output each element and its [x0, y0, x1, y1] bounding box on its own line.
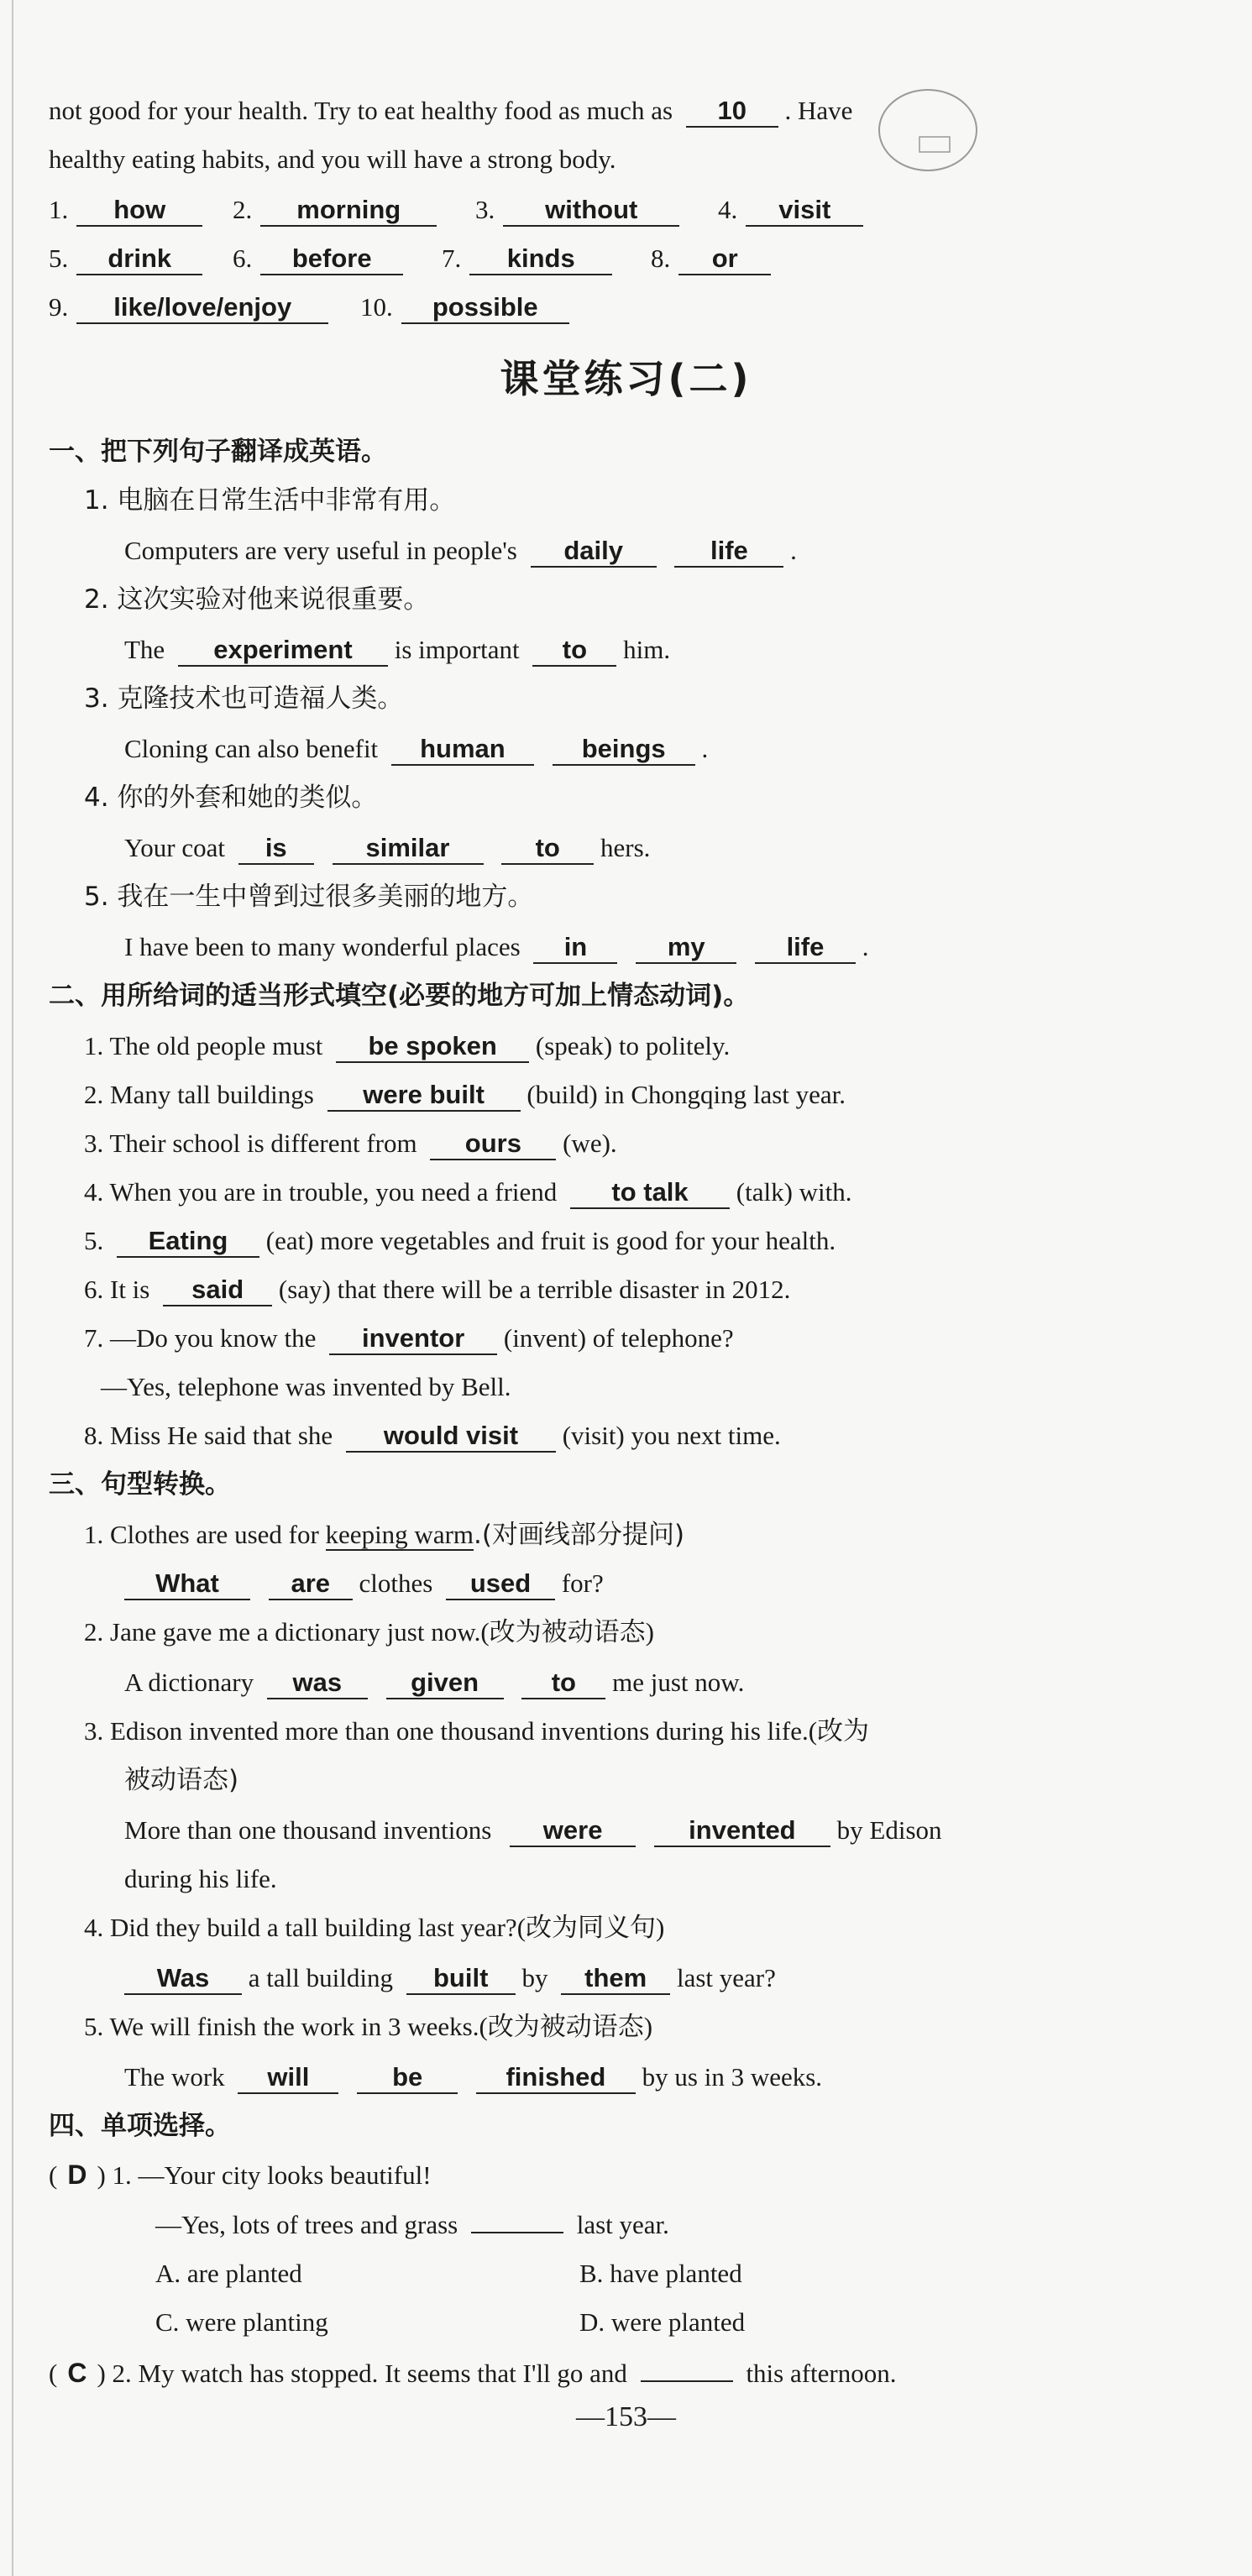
s3-a3-blank-1: were	[510, 1815, 636, 1847]
top-answers-row-3: 9. like/love/enjoy 10. possible	[49, 291, 569, 324]
s2-7-answer: inventor	[329, 1323, 497, 1355]
answer-blank-10: 10	[686, 96, 778, 128]
top-line-1: not good for your health. Try to eat healthy food as much as 10 . Have	[49, 94, 852, 128]
s2-item-7-reply: —Yes, telephone was invented by Bell.	[101, 1372, 511, 1401]
s1-4-blank-3: to	[501, 833, 594, 865]
s3-q2: 2. Jane gave me a dictionary just now.(改为被动语态)	[84, 1617, 654, 1647]
s4-q1-option-c: C. were planting	[155, 2307, 328, 2337]
answer-2: morning	[260, 195, 437, 227]
s2-item-6: 6. It is said (say) that there will be a terrible disaster in 2012.	[84, 1273, 790, 1306]
s3-a3: More than one thousand inventions were invented by Edison	[124, 1814, 942, 1847]
top-line-2: healthy eating habits, and you will have a strong body.	[49, 144, 616, 174]
top-answers-row-1: 1. how 2. morning 3. without 4. visit	[49, 193, 863, 227]
s1-item-1-cn: 1. 电脑在日常生活中非常有用。	[84, 485, 456, 516]
s3-a4-blank-3: them	[561, 1963, 670, 1995]
s2-5-answer: Eating	[117, 1226, 259, 1258]
s1-4-blank-2: similar	[333, 833, 484, 865]
s2-item-4: 4. When you are in trouble, you need a friend to talk (talk) with.	[84, 1175, 852, 1209]
s2-item-2: 2. Many tall buildings were built (build) in Chongqing last year.	[84, 1078, 846, 1112]
s3-a5-blank-1: will	[238, 2062, 338, 2094]
s2-item-1: 1. The old people must be spoken (speak) to politely.	[84, 1029, 730, 1063]
answer-10: possible	[401, 292, 569, 324]
section-1-heading: 一、把下列句子翻译成英语。	[49, 437, 387, 467]
answer-4: visit	[746, 195, 863, 227]
watermark-stamp	[873, 80, 982, 181]
s3-q1: 1. Clothes are used for keeping warm.(对画线部分提问)	[84, 1520, 685, 1550]
s2-item-7: 7. —Do you know the inventor (invent) of telephone?	[84, 1322, 734, 1355]
s1-5-blank-3: life	[755, 932, 856, 964]
s3-a4-blank-2: built	[406, 1963, 516, 1995]
section-4-heading: 四、单项选择。	[49, 2111, 231, 2141]
s3-a3-end: during his life.	[124, 1864, 277, 1893]
s4-q2-answer: C	[67, 2358, 87, 2388]
s2-6-answer: said	[163, 1275, 272, 1306]
s3-a3-blank-2: invented	[654, 1815, 830, 1847]
s3-q4: 4. Did they build a tall building last year?(改为同义句)	[84, 1913, 665, 1942]
s1-item-4-cn: 4. 你的外套和她的类似。	[84, 783, 378, 813]
s4-q1-option-b: B. have planted	[579, 2259, 742, 2288]
s4-q1: ( D ) 1. —Your city looks beautiful!	[49, 2160, 432, 2190]
s1-4-blank-1: is	[238, 833, 314, 865]
answer-1: how	[76, 195, 202, 227]
section-2-heading: 二、用所给词的适当形式填空(必要的地方可加上情态动词)。	[49, 981, 750, 1011]
s3-q5: 5. We will finish the work in 3 weeks.(改为被动语态)	[84, 2012, 653, 2041]
s3-q3-cont: 被动语态)	[124, 1765, 239, 1795]
s1-item-5-en: I have been to many wonderful places in my life .	[124, 930, 868, 964]
s2-4-answer: to talk	[570, 1177, 730, 1209]
s1-item-4-en: Your coat is similar to hers.	[124, 831, 650, 865]
s3-q1-underlined: keeping warm	[325, 1520, 474, 1549]
s1-item-2-cn: 2. 这次实验对他来说很重要。	[84, 584, 430, 615]
s3-a1-blank-1: What	[124, 1568, 250, 1600]
s4-q2-blank	[641, 2380, 733, 2382]
section-3-heading: 三、句型转换。	[49, 1469, 231, 1500]
answer-5: drink	[76, 243, 202, 275]
s1-item-5-cn: 5. 我在一生中曾到过很多美丽的地方。	[84, 882, 534, 912]
s1-1-blank-1: daily	[531, 536, 657, 568]
page-number: —153—	[576, 2401, 676, 2432]
s2-1-answer: be spoken	[336, 1031, 529, 1063]
s2-3-answer: ours	[430, 1128, 556, 1160]
s3-a4: Was a tall building built by them last year?	[124, 1961, 776, 1995]
s4-q1-option-a: A. are planted	[155, 2259, 302, 2288]
s3-a1-blank-3: used	[446, 1568, 555, 1600]
s4-q1-option-d: D. were planted	[579, 2307, 746, 2337]
s3-a2-blank-2: given	[386, 1668, 504, 1699]
answer-8: or	[678, 243, 771, 275]
s4-q2: ( C ) 2. My watch has stopped. It seems that I'll go and this afternoon.	[49, 2358, 897, 2388]
top-answers-row-2: 5. drink 6. before 7. kinds 8. or	[49, 242, 771, 275]
s1-5-blank-2: my	[636, 932, 736, 964]
s2-8-answer: would visit	[346, 1421, 556, 1453]
s3-a5: The work will be finished by us in 3 weeks.	[124, 2060, 822, 2094]
s1-3-blank-2: beings	[553, 734, 695, 766]
s1-item-1-en: Computers are very useful in people's daily life .	[124, 534, 797, 568]
s1-5-blank-1: in	[533, 932, 617, 964]
s1-item-3-en: Cloning can also benefit human beings .	[124, 732, 708, 766]
answer-9: like/love/enjoy	[76, 292, 328, 324]
s4-q1-reply: —Yes, lots of trees and grass last year.	[155, 2210, 669, 2239]
s3-a5-blank-3: finished	[476, 2062, 636, 2094]
s3-q3: 3. Edison invented more than one thousand inventions during his life.(改为	[84, 1716, 870, 1746]
s3-a2: A dictionary was given to me just now.	[124, 1666, 744, 1699]
s1-3-blank-1: human	[391, 734, 534, 766]
s4-q1-answer: D	[67, 2160, 87, 2190]
s3-a1-blank-2: are	[269, 1568, 353, 1600]
s3-a1: What are clothes used for?	[124, 1567, 604, 1600]
answer-7: kinds	[469, 243, 612, 275]
s3-a2-blank-1: was	[267, 1668, 368, 1699]
s2-item-3: 3. Their school is different from ours (we).	[84, 1127, 617, 1160]
s3-a4-blank-1: Was	[124, 1963, 242, 1995]
s2-2-answer: were built	[327, 1080, 521, 1112]
s1-2-blank-2: to	[532, 635, 616, 667]
s1-1-blank-2: life	[674, 536, 783, 568]
s2-item-5: 5. Eating (eat) more vegetables and fruit is good for your health.	[84, 1224, 836, 1258]
section-title: 课堂练习(二)	[500, 356, 752, 401]
s4-q1-blank	[471, 2232, 563, 2233]
s3-a2-blank-3: to	[521, 1668, 605, 1699]
s1-2-blank-1: experiment	[178, 635, 388, 667]
answer-6: before	[260, 243, 403, 275]
s1-item-2-en: The experiment is important to him.	[124, 633, 670, 667]
answer-3: without	[503, 195, 679, 227]
s1-item-3-cn: 3. 克隆技术也可造福人类。	[84, 683, 404, 714]
s3-a5-blank-2: be	[357, 2062, 458, 2094]
s2-item-8: 8. Miss He said that she would visit (visit) you next time.	[84, 1419, 781, 1453]
